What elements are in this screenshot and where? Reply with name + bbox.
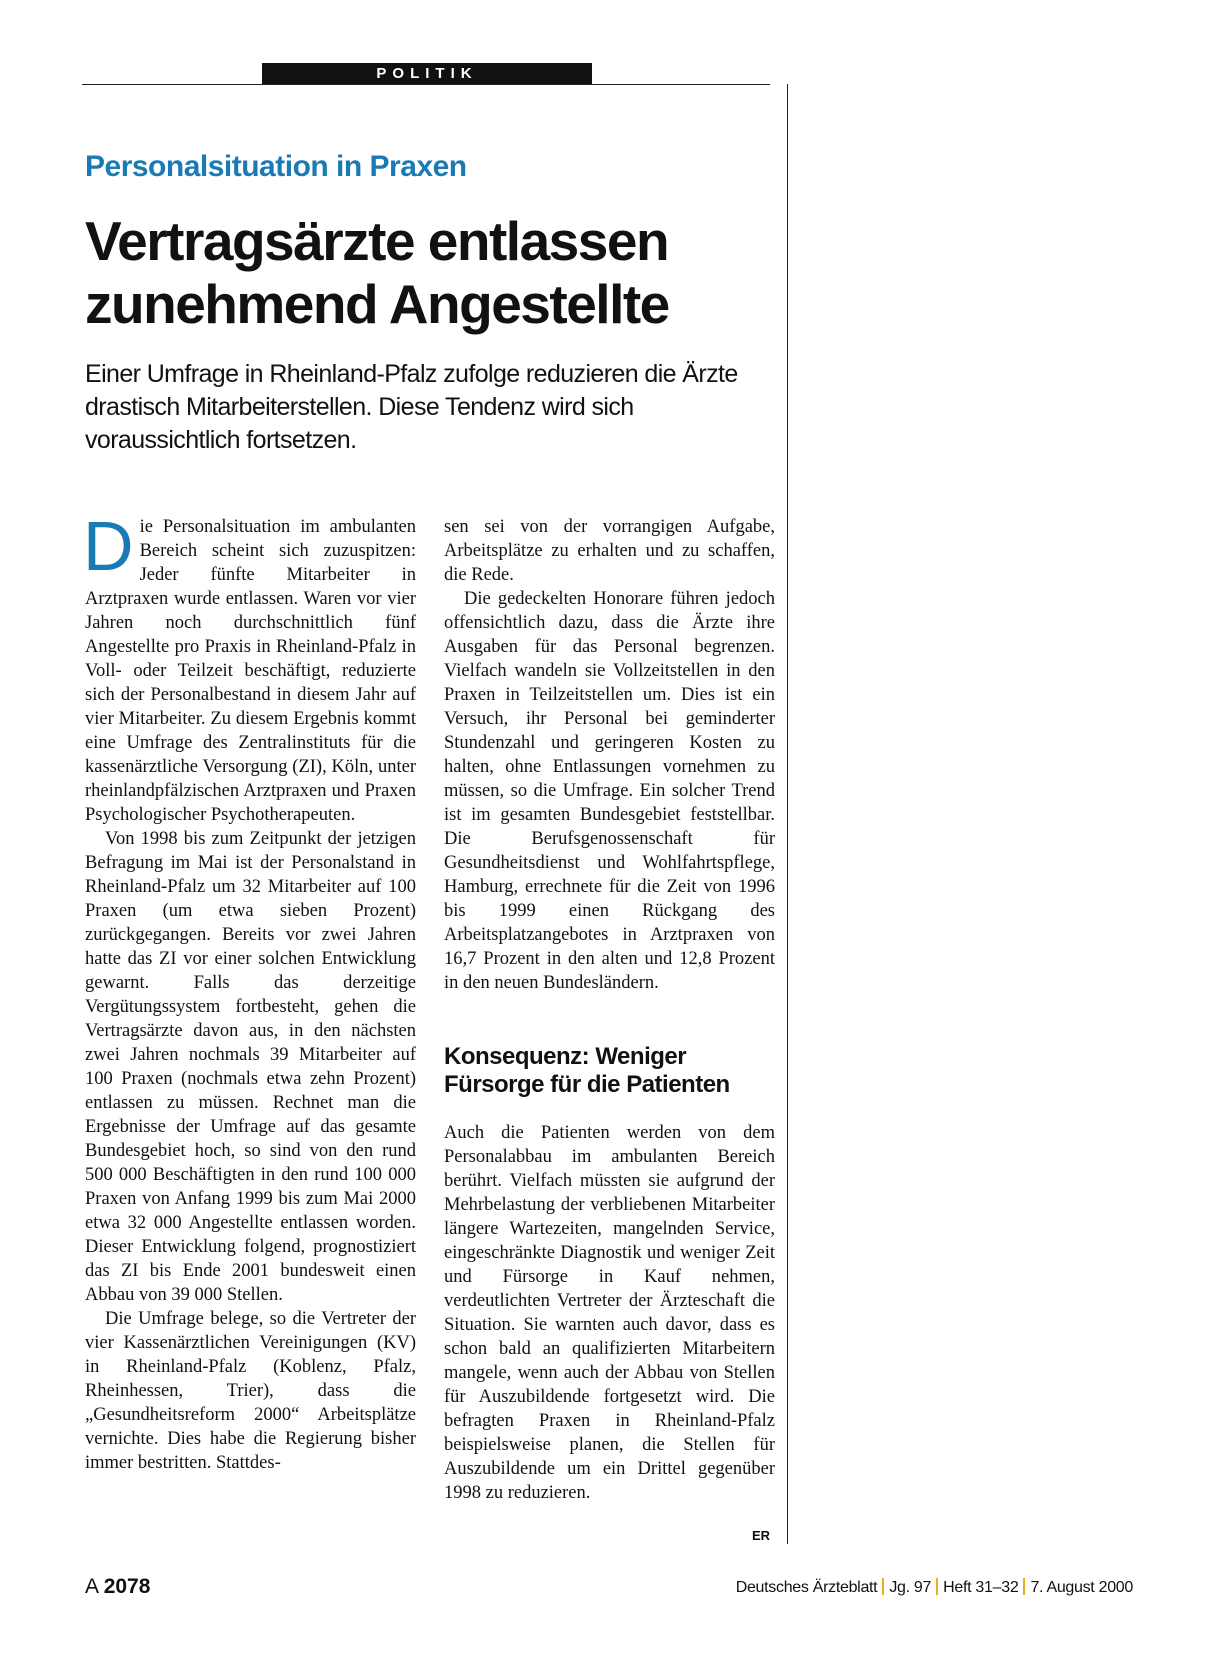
column-divider: [787, 84, 788, 1544]
body-column-right: [444, 515, 775, 1505]
article-lead: Einer Umfrage in Rheinland-Pfalz zufolge reduzieren die Ärzte drastisch Mitarbeiterstellen. Diese Tendenz wird sich voraussichtlich fortsetzen.: [85, 360, 738, 454]
article-headline: Vertragsärzte entlassen zunehmend Angestellte: [85, 210, 669, 335]
journal-footer: [736, 1578, 1133, 1598]
section-rule: [82, 84, 770, 85]
page-number: [85, 1574, 150, 1600]
body-paragraph-3: Die Umfrage belege, so die Vertreter der vier Kassenärztlichen Vereinigungen (KV) in Rheinland-Pfalz (Koblenz, Pfalz, Rheinhessen, Trier), dass die „Gesundheitsreform 2000“ Arbeitsplätze vernichte. Dies habe die Regierung bisher immer bestritten. Stattdes-: [85, 1309, 416, 1473]
body-paragraph-4: Die gedeckelten Honorare führen jedoch offensichtlich dazu, dass die Ärzte ihre Ausgaben für das Personal begrenzen. Vielfach wandeln sie Vollzeitstellen in den Praxen in Teilzeitstellen um. Dies ist ein Versuch, ihr Personal bei geminderter Stundenzahl und geringeren Kosten zu halten, ohne Entlassungen vornehmen zu müssen, so die Umfrage. Ein solcher Trend ist im gesamten Bundesgebiet feststellbar. Die Berufsgenossenschaft für Gesundheitsdienst und Wohlfahrtspflege, Hamburg, errechnete für die Zeit von 1996 bis 1999 einen Rückgang des Arbeitsplatzangebotes in Arztpraxen von 16,7 Prozent in den alten und 12,8 Prozent in den neuen Bundesländern.: [444, 589, 775, 993]
body-paragraph-5: Auch die Patienten werden von dem Personalabbau im ambulanten Bereich berührt. Vielfach müssten sie aufgrund der Mehrbelastung der verbliebenen Mitarbeiter längere Wartezeiten, mangelnden Service, eingeschränkte Diagnostik und weniger Zeit und Fürsorge in Kauf nehmen, verdeutlichten Vertreter der Ärzteschaft die Situation. Sie warnten auch davor, dass es schon bald an qualifizierten Mitarbeitern mangele, wenn auch der Abbau von Stellen für Auszubildende fortgesetzt wird. Die befragten Praxen in Rheinland-Pfalz beispielsweise planen, die Stellen für Auszubildende um ein Drittel gegenüber 1998 zu reduzieren.: [444, 1123, 775, 1503]
journal-volume: Jg. 97: [889, 1579, 932, 1596]
article-subhead: Konsequenz: Weniger Fürsorge für die Patienten: [444, 1043, 730, 1098]
section-label: POLITIK: [262, 63, 592, 84]
journal-name: Deutsches Ärzteblatt: [735, 1579, 878, 1596]
drop-cap: D: [83, 507, 134, 585]
footer-separator: [882, 1578, 884, 1595]
paragraph-1-text: ie Personalsituation im ambulanten Bereich scheint sich zuzuspitzen: Jeder fünfte Mitarbeiter in Arztpraxen wurde entlassen. Waren vor vier Jahren noch durchschnittlich fünf Angestellte pro Praxis in Rheinland-Pfalz in Voll- oder Teilzeit beschäftigt, reduzierte sich der Personalbestand in diesem Jahr auf vier Mitarbeiter. Zu diesem Ergebnis kommt eine Umfrage des Zentralinstituts für die kassenärztliche Versorgung (ZI), Köln, unter rheinlandpfälzischen Arztpraxen und Praxen Psychologischer Psychotherapeuten.: [85, 517, 416, 825]
footer-separator: [936, 1578, 938, 1595]
body-column-left: [83, 507, 416, 1475]
journal-date: 7. August 2000: [1030, 1579, 1133, 1596]
body-paragraph-3-continued: sen sei von der vorrangigen Aufgabe, Arbeitsplätze zu erhalten und zu schaffen, die Rede.: [444, 517, 775, 585]
journal-issue: Heft 31–32: [943, 1579, 1019, 1596]
body-paragraph-1: [83, 507, 416, 827]
page-prefix: A: [85, 1575, 98, 1598]
author-initials: ER: [752, 1528, 771, 1543]
article-kicker: Personalsituation in Praxen: [85, 150, 467, 183]
page-number-value: 2078: [103, 1575, 151, 1598]
body-paragraph-2: Von 1998 bis zum Zeitpunkt der jetzigen Befragung im Mai ist der Personalstand in Rheinland-Pfalz um 32 Mitarbeiter auf 100 Praxen (um etwa sieben Prozent) zurückgegangen. Bereits vor zwei Jahren hatte das ZI vor einer solchen Entwicklung gewarnt. Falls das derzeitige Vergütungssystem fortbesteht, gehen die Vertragsärzte davon aus, in den nächsten zwei Jahren nochmals 39 Mitarbeiter auf 100 Praxen (nochmals etwa zehn Prozent) entlassen zu müssen. Rechnet man die Ergebnisse der Umfrage auf das gesamte Bundesgebiet hoch, so sind von den rund 500 000 Beschäftigten in den rund 100 000 Praxen von Anfang 1999 bis zum Mai 2000 etwa 32 000 Angestellte entlassen worden. Dieser Entwicklung folgend, prognostiziert das ZI bis Ende 2001 bundesweit einen Abbau von 39 000 Stellen.: [85, 829, 416, 1305]
footer-separator: [1023, 1578, 1025, 1595]
